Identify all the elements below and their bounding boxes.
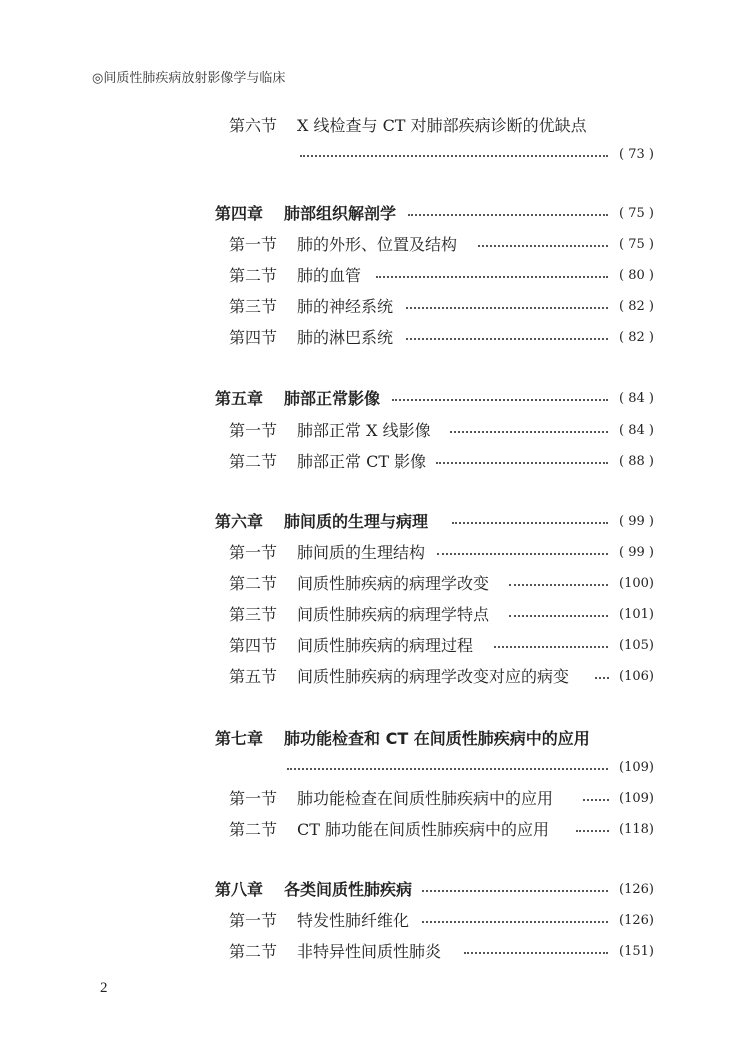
toc-entry-section[interactable]: [0, 632, 750, 660]
toc-entry-continuation: [0, 141, 750, 169]
chapter-label: 第四章: [215, 204, 264, 223]
page-ref: (109): [619, 791, 654, 806]
toc-entry-section[interactable]: [0, 231, 750, 259]
toc-entry-section[interactable]: [0, 663, 750, 691]
toc-entry-chapter[interactable]: [0, 508, 750, 536]
section-label: 第二节: [229, 574, 278, 593]
chapter-title: 肺部正常影像: [284, 389, 381, 408]
dot-leader: [422, 890, 608, 892]
dot-leader: [406, 338, 608, 340]
section-label: 第一节: [229, 543, 278, 562]
toc-entry-section[interactable]: [0, 293, 750, 321]
toc-entry-section[interactable]: [0, 816, 750, 844]
section-label: 第二节: [229, 452, 278, 471]
toc-entry-section[interactable]: [0, 262, 750, 290]
toc-entry-chapter[interactable]: [0, 876, 750, 904]
dot-leader: [376, 276, 608, 278]
section-title: 肺功能检查在间质性肺疾病中的应用: [297, 789, 554, 808]
page-ref: (106): [619, 669, 654, 684]
page-ref: (109): [619, 760, 654, 775]
page-ref: ( 99 ): [619, 545, 654, 560]
dot-leader: [437, 553, 608, 555]
dot-leader: [478, 245, 608, 247]
section-label: 第二节: [229, 820, 278, 839]
toc-entry-chapter[interactable]: [0, 200, 750, 228]
toc-entry-continuation: [0, 754, 750, 782]
chapter-label: 第六章: [215, 512, 264, 531]
toc-entry-section[interactable]: [0, 448, 750, 476]
section-label: 第四节: [229, 636, 278, 655]
section-label: 第三节: [229, 605, 278, 624]
dot-leader: [408, 214, 608, 216]
dot-leader: [464, 952, 608, 954]
page-ref: ( 99 ): [619, 514, 654, 529]
section-title: 间质性肺疾病的病理学特点: [297, 605, 490, 624]
page-ref: (100): [619, 576, 654, 591]
section-label: 第三节: [229, 297, 278, 316]
section-title: 肺间质的生理结构: [297, 543, 426, 562]
section-title: 肺部正常 CT 影像: [297, 452, 427, 471]
page-ref: ( 84 ): [619, 391, 654, 406]
page-ref: (151): [619, 944, 654, 959]
section-label: 第六节: [229, 116, 278, 135]
toc-entry-section[interactable]: [0, 417, 750, 445]
dot-leader: [300, 155, 608, 157]
section-label: 第一节: [229, 421, 278, 440]
section-label: 第二节: [229, 942, 278, 961]
toc-entry-chapter[interactable]: [0, 725, 750, 753]
running-header: ◎间质性肺疾病放射影像学与临床: [92, 71, 286, 86]
section-title: 间质性肺疾病的病理学改变: [297, 574, 490, 593]
chapter-title: 各类间质性肺疾病: [284, 880, 413, 899]
section-title: 肺的外形、位置及结构: [297, 235, 458, 254]
page-ref: ( 88 ): [619, 454, 654, 469]
dot-leader: [436, 462, 608, 464]
section-label: 第四节: [229, 328, 278, 347]
section-title: 间质性肺疾病的病理过程: [297, 636, 474, 655]
section-title: 肺的神经系统: [297, 297, 394, 316]
dot-leader: [450, 431, 608, 433]
section-title: 非特异性间质性肺炎: [297, 942, 442, 961]
dot-leader: [509, 615, 608, 617]
chapter-title: 肺间质的生理与病理: [284, 512, 429, 531]
page-ref: (126): [619, 913, 654, 928]
page-ref: ( 82 ): [619, 299, 654, 314]
dot-leader: [392, 399, 608, 401]
section-title: 肺部正常 X 线影像: [297, 421, 431, 440]
chapter-title: 肺部组织解剖学: [284, 204, 397, 223]
page-ref: (126): [619, 882, 654, 897]
section-label: 第五节: [229, 667, 278, 686]
page-ref: ( 80 ): [619, 268, 654, 283]
chapter-label: 第八章: [215, 880, 264, 899]
page-ref: ( 75 ): [619, 206, 654, 221]
page-ref: (118): [619, 822, 654, 837]
toc-entry-section[interactable]: [0, 907, 750, 935]
section-label: 第一节: [229, 789, 278, 808]
toc-entry-section[interactable]: [0, 570, 750, 598]
toc-entry-section[interactable]: [0, 539, 750, 567]
section-title: 间质性肺疾病的病理学改变对应的病变: [297, 667, 570, 686]
dot-leader: [422, 921, 608, 923]
toc-entry-section[interactable]: [0, 112, 750, 140]
toc-entry-section[interactable]: [0, 938, 750, 966]
dot-leader: [494, 646, 608, 648]
dot-leader: [406, 307, 608, 309]
page-ref: (101): [619, 607, 654, 622]
section-title: 特发性肺纤维化: [297, 911, 410, 930]
page-ref: ( 84 ): [619, 423, 654, 438]
section-label: 第二节: [229, 266, 278, 285]
page-ref: ( 75 ): [619, 237, 654, 252]
page-ref: ( 82 ): [619, 330, 654, 345]
toc-entry-section[interactable]: [0, 785, 750, 813]
section-label: 第一节: [229, 235, 278, 254]
page-number: 2: [100, 980, 108, 996]
dot-leader: [595, 677, 609, 679]
section-title: CT 肺功能在间质性肺疾病中的应用: [297, 820, 550, 839]
toc-entry-section[interactable]: [0, 324, 750, 352]
section-title: 肺的淋巴系统: [297, 328, 394, 347]
dot-leader: [452, 522, 608, 524]
section-title: 肺的血管: [297, 266, 362, 285]
section-title: X 线检查与 CT 对肺部疾病诊断的优缺点: [297, 116, 587, 135]
chapter-title: 肺功能检查和 CT 在间质性肺疾病中的应用: [284, 729, 590, 748]
dot-leader: [509, 584, 608, 586]
dot-leader: [583, 799, 609, 801]
dot-leader: [287, 768, 608, 770]
toc-entry-chapter[interactable]: [0, 385, 750, 413]
page-ref: (105): [619, 638, 654, 653]
section-label: 第一节: [229, 911, 278, 930]
page-ref: ( 73 ): [619, 147, 654, 162]
dot-leader: [576, 830, 609, 832]
chapter-label: 第七章: [215, 729, 264, 748]
chapter-label: 第五章: [215, 389, 264, 408]
toc-entry-section[interactable]: [0, 601, 750, 629]
